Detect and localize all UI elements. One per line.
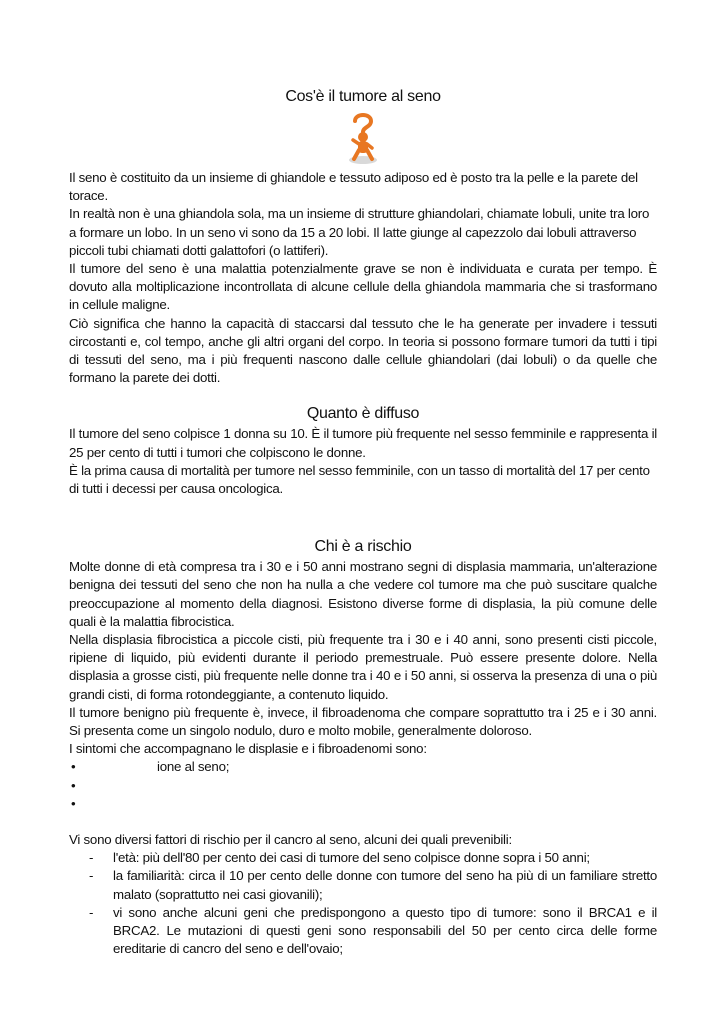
list-item (69, 758, 657, 776)
bullet-marker: • (71, 795, 76, 811)
list-item (69, 904, 657, 959)
paragraph: Molte donne di età compresa tra i 30 e i 50 anni mostrano segni di displasia mammaria, un'alterazione benigna dei tessuti del seno che non ha nulla a che vedere col tumore ma che può suscitare qualche preoccupazione al momento della diagnosi. Esistono diverse forme di displasia, la più comune delle quali è la malattia fibrocistica. (69, 559, 657, 629)
dash-marker: - (89, 904, 94, 920)
document-page (69, 86, 657, 958)
paragraph: Il tumore del seno colpisce 1 donna su 10. È il tumore più frequente nel sesso femminile e rappresenta il 25 per cento di tutti i tumori che colpiscono le donne. (69, 426, 657, 460)
section-title-what-is: Cos'è il tumore al seno (285, 88, 441, 105)
paragraph: Il seno è costituito da un insieme di ghiandole e tessuto adiposo ed è posto tra la pelle e la parete del torace. (69, 170, 638, 204)
bullet-marker: • (71, 759, 76, 775)
list-item-text: ione al seno; (157, 759, 230, 775)
question-mark-figure-icon (343, 110, 383, 165)
list-item (69, 777, 657, 795)
bullet-marker: • (71, 777, 76, 793)
section-title-how-common: Quanto è diffuso (306, 405, 420, 423)
paragraph: Nella displasia fibrocistica a piccole cisti, più frequente tra i 30 e i 40 anni, sono presenti cisti piccole, ripiene di liquido, più evidenti durante il periodo premestruale. Può essere presente dolore. Nella displasia a grosse cisti, più frequente nelle donne tra i 40 e i 50 anni, si osserva la presenza di una o più grandi cisti, di forma rotondeggiante, a contenuto liquido. (69, 632, 657, 702)
dash-marker: - (89, 850, 94, 866)
list-item-text: l'età: più dell'80 per cento dei casi di tumore del seno colpisce donne sopra i 50 anni; (113, 850, 590, 866)
symptom-list (69, 758, 657, 813)
list-item (69, 795, 657, 813)
section-title-who-is-at-risk: Chi è a rischio (314, 538, 412, 556)
risk-factor-list (69, 849, 657, 958)
list-item-text: la familiarità: circa il 10 per cento delle donne con tumore del seno ha più di un familiare stretto malato (soprattutto nei casi giovanili); (113, 868, 657, 902)
list-item (69, 849, 657, 867)
question-figure-container (69, 110, 657, 165)
list-item-text: vi sono anche alcuni geni che predispongono a questo tipo di tumore: sono il BRCA1 e il BRCA2. Le mutazioni di questi geni sono responsabili del 50 per cento circa delle forme ereditarie di cancro del seno e dell'ovaio; (113, 904, 657, 957)
paragraph: In realtà non è una ghiandola sola, ma un insieme di strutture ghiandolari, chiamate lobuli, unite tra loro a formare un lobo. In un seno vi sono da 15 a 20 lobi. Il latte giunge al capezzolo dai lobuli attraverso piccoli tubi chiamati dotti galattofori (o lattiferi). (69, 206, 650, 258)
paragraph: Il tumore benigno più frequente è, invece, il fibroadenoma che compare soprattutto tra i 25 e i 30 anni. Si presenta come un singolo nodulo, duro e molto mobile, generalmente doloroso. (69, 704, 657, 739)
paragraph: Vi sono diversi fattori di rischio per il cancro al seno, alcuni dei quali prevenibili: (69, 832, 512, 848)
spacer (69, 813, 657, 831)
paragraph: È la prima causa di mortalità per tumore nel sesso femminile, con un tasso di mortalità del 17 per cento di tutti i decessi per causa oncologica. (69, 462, 650, 497)
paragraph: I sintomi che accompagnano le displasie e i fibroadenomi sono: (69, 741, 427, 757)
dash-marker: - (89, 868, 94, 884)
paragraph: Il tumore del seno è una malattia potenzialmente grave se non è individuata e curata per tempo. È dovuto alla moltiplicazione incontrollata di alcune cellule della ghiandola mammaria che si trasformano in cellule maligne. (69, 261, 657, 313)
paragraph: Ciò significa che hanno la capacità di staccarsi dal tessuto che le ha generate per invadere i tessuti circostanti e, col tempo, anche gli altri organi del corpo. In teoria si possono formare tumori da tutti i tipi di tessuti del seno, ma i più frequenti nascono dalle cellule ghiandolari (dai lobuli) o da quelle che formano la parete dei dotti. (69, 315, 657, 386)
list-item (69, 867, 657, 903)
